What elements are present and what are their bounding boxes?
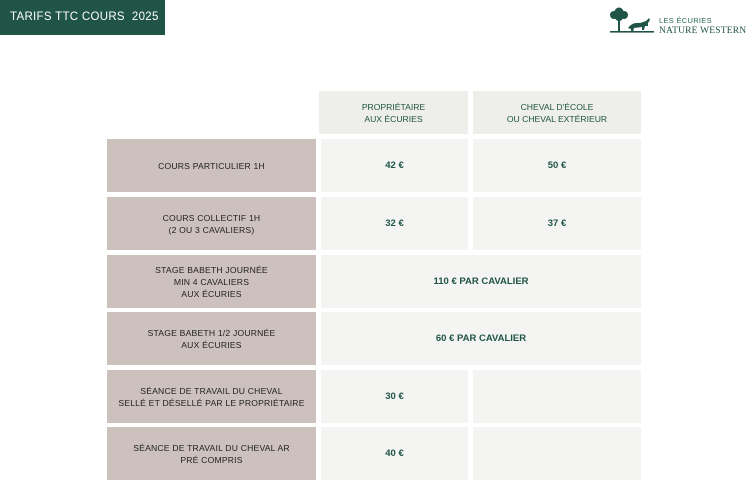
- price-group-lesson-school: 37 €: [473, 197, 641, 250]
- price-private-lesson-school: 50 €: [473, 139, 641, 192]
- column-header-owner: PROPRIÉTAIRE AUX ÉCURIES: [319, 91, 468, 134]
- column-header-school-horse: CHEVAL D'ÉCOLE OU CHEVAL EXTÉRIEUR: [473, 91, 641, 134]
- price-full-day-course: 110 € PAR CAVALIER: [321, 255, 641, 308]
- price-horse-work-session-owner: 30 €: [321, 370, 468, 423]
- row-label-horse-work-session-ar: SÉANCE DE TRAVAIL DU CHEVAL AR PRÉ COMPRIS: [107, 427, 316, 480]
- row-label-full-day-course: STAGE BABETH JOURNÉE MIN 4 CAVALIERS AUX ÉCURIES: [107, 255, 316, 308]
- logo-subtitle: LES ÉCURIES: [659, 16, 712, 25]
- price-private-lesson-owner: 42 €: [321, 139, 468, 192]
- price-horse-work-session-ar-owner: 40 €: [321, 427, 468, 480]
- price-group-lesson-owner: 32 €: [321, 197, 468, 250]
- row-label-half-day-course: STAGE BABETH 1/2 JOURNÉE AUX ÉCURIES: [107, 312, 316, 365]
- logo-title: NATURE WESTERN: [659, 26, 747, 36]
- page-title-banner: TARIFS TTC COURS 2025: [0, 0, 165, 35]
- row-label-group-lesson: COURS COLLECTIF 1H (2 OU 3 CAVALIERS): [107, 197, 316, 250]
- row-label-private-lesson: COURS PARTICULIER 1H: [107, 139, 316, 192]
- price-horse-work-session-ar-school: [473, 427, 641, 480]
- price-half-day-course: 60 € PAR CAVALIER: [321, 312, 641, 365]
- row-label-horse-work-session: SÉANCE DE TRAVAIL DU CHEVAL SELLÉ ET DÉSELLÉ PAR LE PROPRIÉTAIRE: [107, 370, 316, 423]
- tree-horse-icon: [608, 6, 656, 38]
- price-horse-work-session-school: [473, 370, 641, 423]
- brand-logo: [608, 6, 748, 42]
